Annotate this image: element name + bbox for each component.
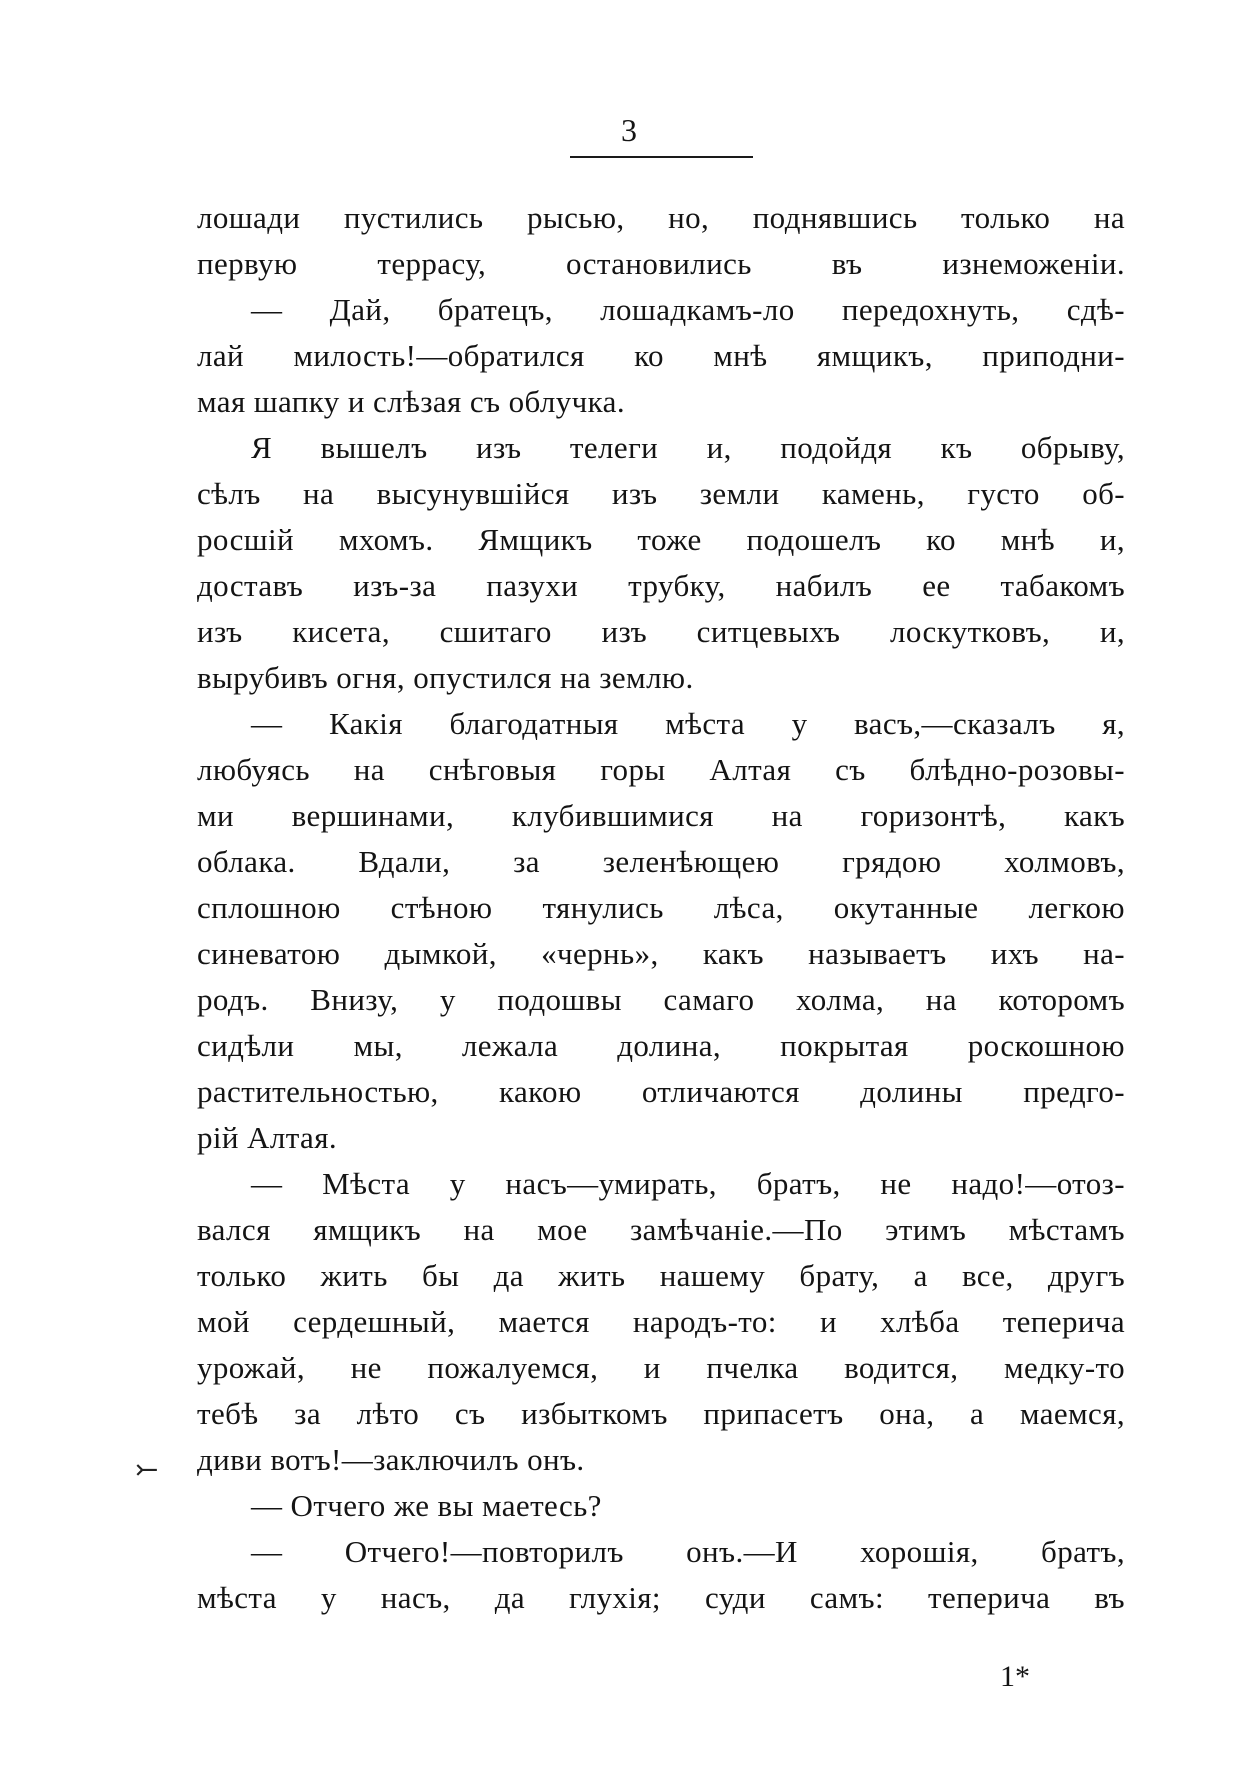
- text-line: мая шапку и слѣзая съ облучка.: [197, 384, 625, 419]
- printer-signature-mark: 1*: [1000, 1660, 1030, 1693]
- text-line: мѣста у насъ, да глухiя; суди самъ: теперича въ: [197, 1580, 1125, 1615]
- page-text: [197, 195, 1125, 1621]
- text-line: — Какiя благодатныя мѣста у васъ,—сказалъ я,: [251, 706, 1125, 741]
- text-line: диви вотъ!—заключилъ онъ.: [197, 1442, 585, 1477]
- text-line: родъ. Внизу, у подошвы самаго холма, на которомъ: [197, 982, 1125, 1017]
- text-line: — Мѣста у насъ—умирать, братъ, не надо!—отоз-: [251, 1166, 1125, 1201]
- text-line: лошади пустились рысью, но, поднявшись только на: [197, 200, 1125, 235]
- text-line: синеватою дымкой, «чернь», какъ называетъ ихъ на-: [197, 936, 1125, 971]
- text-line: облака. Вдали, за зеленѣющею грядою холмовъ,: [197, 844, 1125, 879]
- text-line: первую террасу, остановились въ изнеможенiи.: [197, 246, 1125, 281]
- text-line: урожай, не пожалуемся, и пчелка водится, медку-то: [197, 1350, 1125, 1385]
- text-line: только жить бы да жить нашему брату, а все, другъ: [197, 1258, 1125, 1293]
- paragraph: [197, 1161, 1125, 1483]
- paragraph: [197, 425, 1125, 701]
- header-rule: [570, 156, 753, 158]
- text-line: сплошною стѣною тянулись лѣса, окутанные легкою: [197, 890, 1125, 925]
- text-line: растительностью, какою отличаются долины предго-: [197, 1074, 1125, 1109]
- text-line: — Дай, братецъ, лошадкамъ-ло передохнуть, сдѣ-: [251, 292, 1125, 327]
- text-line: доставъ изъ-за пазухи трубку, набилъ ее табакомъ: [197, 568, 1125, 603]
- text-line: росшiй мхомъ. Ямщикъ тоже подошелъ ко мнѣ и,: [197, 522, 1125, 557]
- text-line: любуясь на снѣговыя горы Алтая съ блѣдно-розовы-: [197, 752, 1125, 787]
- text-line: вался ямщикъ на мое замѣчанiе.—По этимъ мѣстамъ: [197, 1212, 1125, 1247]
- text-line: изъ кисета, сшитаго изъ ситцевыхъ лоскутковъ, и,: [197, 614, 1125, 649]
- text-line: тебѣ за лѣто съ избыткомъ припасетъ она, а маемся,: [197, 1396, 1125, 1431]
- text-line: ми вершинами, клубившимися на горизонтѣ, какъ: [197, 798, 1125, 833]
- margin-mark-icon: ⤚: [135, 1455, 159, 1486]
- paragraph: [197, 195, 1125, 287]
- paragraph: [197, 287, 1125, 425]
- paragraph: [197, 1483, 1125, 1529]
- text-line: — Отчего же вы маетесь?: [251, 1488, 602, 1523]
- text-line: — Отчего!—повторилъ онъ.—И хорошiя, братъ,: [251, 1534, 1125, 1569]
- text-line: лай милость!—обратился ко мнѣ ямщикъ, приподни-: [197, 338, 1125, 373]
- page-number: 3: [621, 112, 638, 148]
- text-line: сѣлъ на высунувшiйся изъ земли камень, густо об-: [197, 476, 1125, 511]
- text-line: сидѣли мы, лежала долина, покрытая роскошною: [197, 1028, 1125, 1063]
- paragraph: [197, 1529, 1125, 1621]
- text-line: мой сердешный, мается народъ-то: и хлѣба теперича: [197, 1304, 1125, 1339]
- text-line: рiй Алтая.: [197, 1120, 338, 1155]
- text-line: вырубивъ огня, опустился на землю.: [197, 660, 694, 695]
- text-line: Я вышелъ изъ телеги и, подойдя къ обрыву,: [251, 430, 1125, 465]
- paragraph: [197, 701, 1125, 1161]
